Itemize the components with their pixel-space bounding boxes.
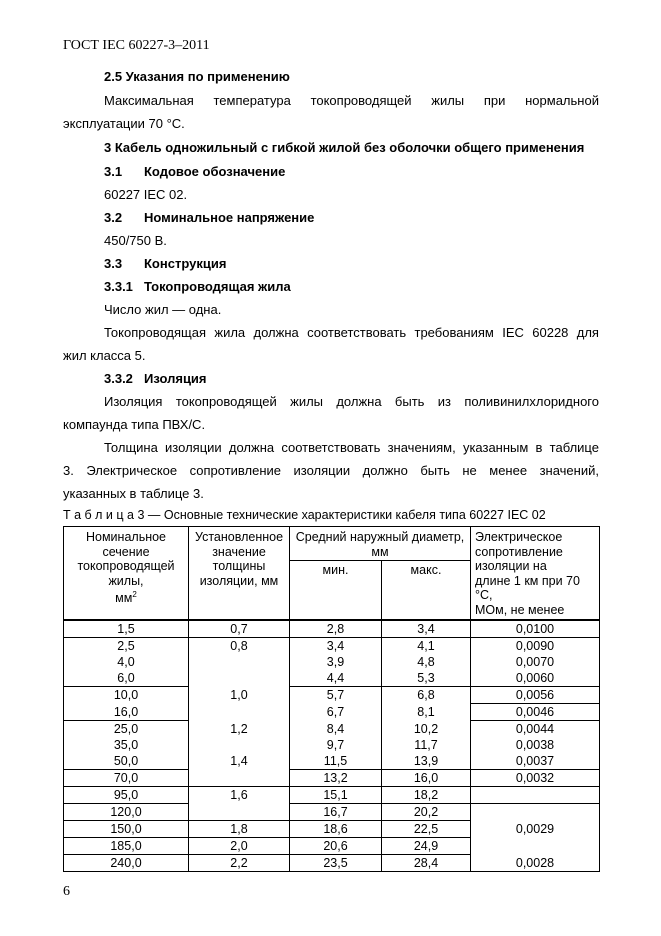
section-3-3-2-p1-line2: компаунда типа ПВХ/С. xyxy=(63,417,206,432)
section-3-1-title: Кодовое обозначение xyxy=(144,164,286,179)
section-3-2-title: Номинальное напряжение xyxy=(144,210,315,225)
section-3-3-2-p2-line2: 3. Электрическое сопротивление изоляции должно быть не менее значений, xyxy=(63,463,599,478)
table-row: 4,0 3,9 4,8 0,0070 xyxy=(64,654,600,670)
section-3-2-text: 450/750 В. xyxy=(104,233,167,248)
section-3-3-2-p2-line1: Толщина изоляции должна соответствовать значениям, указанным в таблице xyxy=(104,440,599,455)
section-2-5-text-line2: эксплуатации 70 °С. xyxy=(63,116,185,131)
table-row: 6,0 4,4 5,3 0,0060 xyxy=(64,670,600,687)
section-3-3-2-p1-line1: Изоляция токопроводящей жилы должна быть из поливинилхлоридного xyxy=(104,394,599,409)
section-3-3-1-text2-line2: жил класса 5. xyxy=(63,348,146,363)
section-3-1-text: 60227 IEC 02. xyxy=(104,187,188,202)
section-3-3-1-text1: Число жил — одна. xyxy=(104,302,222,317)
table-row: 150,0 1,8 18,6 22,5 0,0029 xyxy=(64,821,600,838)
header-diameter-min: мин. xyxy=(290,561,382,621)
page-number: 6 xyxy=(63,884,70,899)
section-3-3-1-number: 3.3.1 xyxy=(104,279,133,294)
table-caption: Т а б л и ц а 3 — Основные технические характеристики кабеля типа 60227 IEC 02 xyxy=(63,508,546,522)
table-row: 16,0 6,7 8,1 0,0046 xyxy=(64,704,600,721)
header-resistance: Электрическое сопротивление изоляции на длине 1 км при 70 °С, МОм, не менее xyxy=(471,527,600,621)
table-row: 185,0 2,0 20,6 24,9 xyxy=(64,838,600,855)
table-header-row xyxy=(64,527,600,561)
cable-characteristics-table xyxy=(63,526,600,872)
table-row: 2,5 0,8 3,4 4,1 0,0090 xyxy=(64,638,600,655)
table-row: 10,0 1,0 5,7 6,8 0,0056 xyxy=(64,687,600,704)
section-3-2-number: 3.2 xyxy=(104,210,123,225)
section-3-3-2-title: Изоляция xyxy=(144,371,207,386)
header-section: Номинальное сечение токопроводящей жилы, $мм^2$ xyxy=(64,527,189,621)
header-diameter-max: макс. xyxy=(382,561,471,621)
section-3-3-number: 3.3 xyxy=(104,256,123,271)
section-3-3-2-p2-line3: указанных в таблице 3. xyxy=(63,486,204,501)
section-3-heading: 3 Кабель одножильный с гибкой жилой без оболочки общего применения xyxy=(104,140,585,155)
section-3-3-1-title: Токопроводящая жила xyxy=(144,279,291,294)
section-2-5-heading: 2.5 Указания по применению xyxy=(104,69,290,84)
table-row: 35,0 9,7 11,7 0,0038 xyxy=(64,737,600,753)
section-3-3-2-number: 3.3.2 xyxy=(104,371,133,386)
section-3-3-title: Конструкция xyxy=(144,256,227,271)
table-row: 120,0 16,7 20,2 xyxy=(64,804,600,821)
table-row: 70,0 13,2 16,0 0,0032 xyxy=(64,770,600,787)
table-row: 240,0 2,2 23,5 28,4 0,0028 xyxy=(64,855,600,872)
section-2-5-text-line1: Максимальная температура токопроводящей жилы при нормальной xyxy=(104,93,599,108)
table-row: 95,0 1,6 15,1 18,2 xyxy=(64,787,600,804)
table-row: 50,0 1,4 11,5 13,9 0,0037 xyxy=(64,753,600,770)
section-3-3-1-text2-line1: Токопроводящая жила должна соответствовать требованиям IEC 60228 для xyxy=(104,325,599,340)
header-thickness: Установленное значение толщины изоляции, мм xyxy=(189,527,290,621)
document-header: ГОСТ IEC 60227-3–2011 xyxy=(63,38,210,53)
table-row: 1,5 0,7 2,8 3,4 0,0100 xyxy=(64,620,600,638)
table-row: 25,0 1,2 8,4 10,2 0,0044 xyxy=(64,721,600,738)
header-diameter: Средний наружный диаметр, мм xyxy=(290,527,471,561)
section-3-1-number: 3.1 xyxy=(104,164,123,179)
